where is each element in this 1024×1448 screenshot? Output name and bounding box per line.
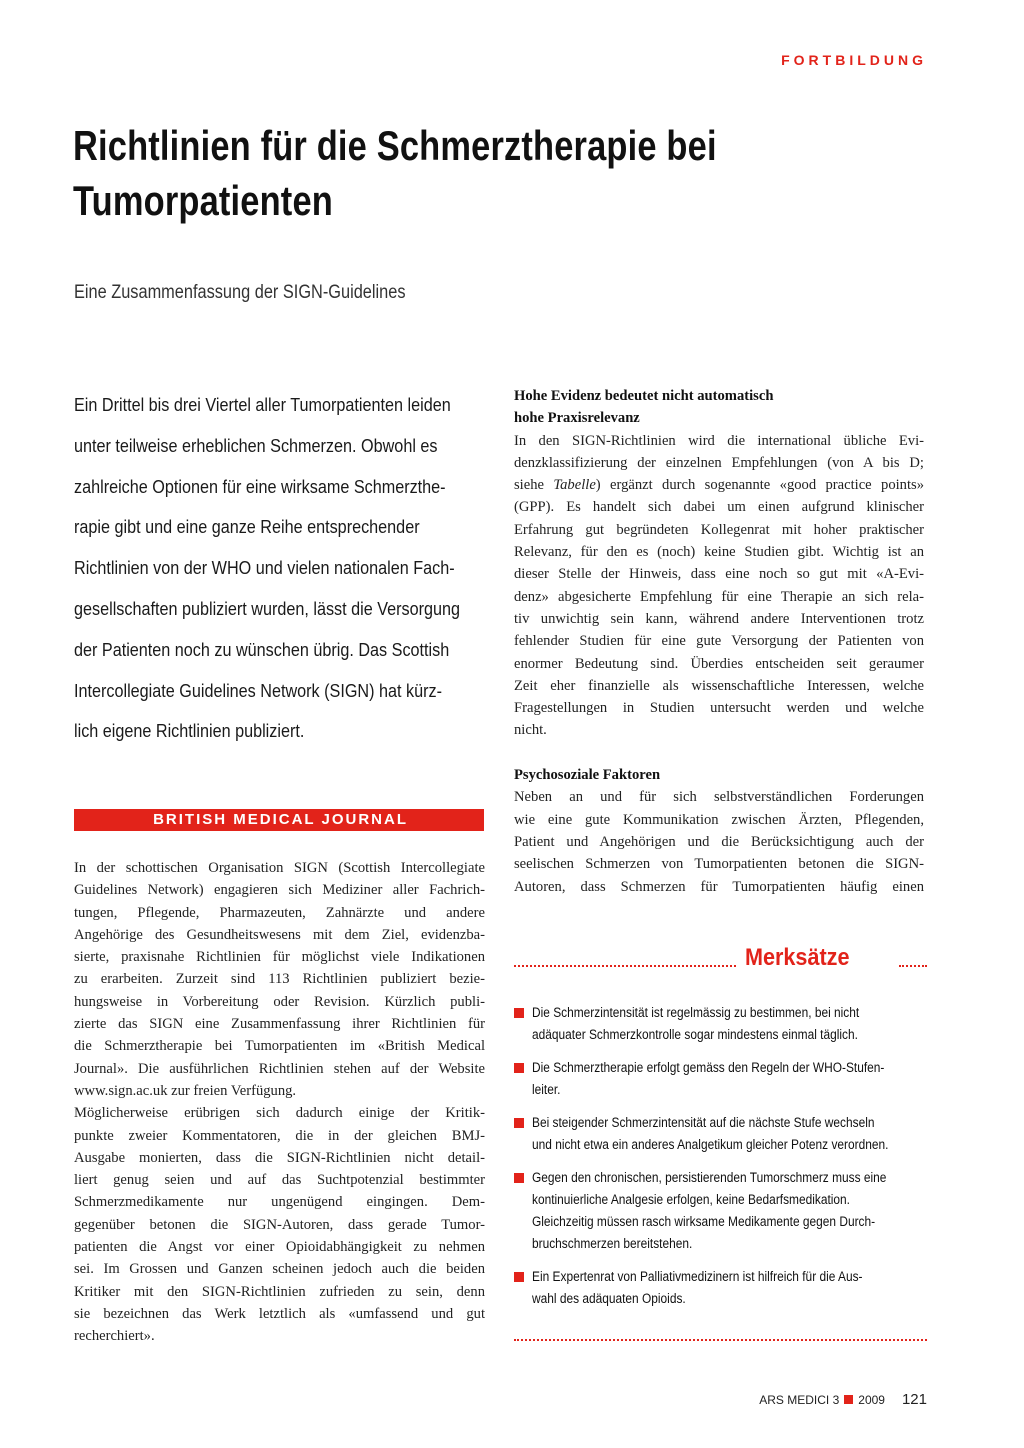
journal-name: ARS MEDICI 3 bbox=[759, 1392, 840, 1407]
lead-line: rapie gibt und eine ganze Reihe entsprechender bbox=[74, 516, 420, 538]
text-line: (GPP). Es handelt sich dabei um einen aufgrund klinischer bbox=[514, 499, 924, 516]
text-line: sie bezeichnen das Werk letztlich als «umfassend und gut bbox=[74, 1305, 485, 1322]
lead-paragraph bbox=[74, 385, 485, 752]
merksatz-line: wahl des adäquaten Opioids. bbox=[532, 1291, 686, 1307]
merksatz-line: adäquater Schmerzkontrolle sogar mindestens einmal täglich. bbox=[532, 1027, 858, 1043]
text-line: Kritiker mit den SIGN-Richtlinien zufrieden zu sein, denn bbox=[74, 1283, 485, 1300]
text-line: wie eine gute Kommunikation zwischen Ärzten, Pflegenden, bbox=[514, 811, 924, 828]
square-bullet-icon bbox=[514, 1118, 524, 1128]
lead-line: der Patienten noch zu wünschen übrig. Das Scottish bbox=[74, 638, 450, 660]
merksatz-line: und nicht etwa ein anderes Analgetikum gleicher Potenz verordnen. bbox=[532, 1137, 889, 1153]
merksatz-line: Gleichzeitig müssen rasch wirksame Medikamente gegen Durch- bbox=[532, 1214, 876, 1230]
square-bullet-icon bbox=[514, 1272, 524, 1282]
text-line: In den SIGN-Richtlinien wird die international übliche Evi- bbox=[514, 432, 924, 449]
lead-line: Richtlinien von der WHO und vielen nationalen Fach- bbox=[74, 557, 455, 579]
article-title: Richtlinien für die Schmerztherapie bei Tumorpatienten bbox=[73, 122, 717, 224]
text-line: Patient und Angehörigen und die Berücksichtigung auch der bbox=[514, 833, 924, 850]
lead-line: Intercollegiate Guidelines Network (SIGN) hat kürz- bbox=[74, 679, 442, 701]
merksatz-text bbox=[532, 1057, 918, 1101]
merksatz-item bbox=[514, 1112, 934, 1156]
page-footer bbox=[759, 1391, 927, 1408]
merksatz-item bbox=[514, 1266, 934, 1310]
merksaetze-list bbox=[514, 1002, 934, 1321]
merksatz-line: Bei steigender Schmerzintensität auf die nächste Stufe wechseln bbox=[532, 1115, 875, 1131]
merksatz-line: kontinuierliche Analgesie erfolgen, keine Bedarfsmedikation. bbox=[532, 1192, 851, 1208]
text-line: die Schmerztherapie bei Tumorpatienten im «British Medical bbox=[74, 1038, 485, 1055]
year: 2009 bbox=[858, 1392, 885, 1407]
lead-line: Ein Drittel bis drei Viertel aller Tumorpatienten leiden bbox=[74, 394, 451, 415]
text-line: zierte das SIGN eine Zusammenfassung ihrer Richtlinien für bbox=[74, 1016, 485, 1033]
merksaetze-title: Merksätze bbox=[745, 944, 850, 971]
text-line: denz» abgesicherte Empfehlung für eine Therapie an sich rela- bbox=[514, 588, 924, 605]
text-line: In der schottischen Organisation SIGN (Scottish Intercollegiate bbox=[74, 860, 485, 876]
merksatz-text bbox=[532, 1167, 918, 1255]
text-line: patienten die Angst vor einer Opioidabhängigkeit zu nehmen bbox=[74, 1239, 485, 1256]
square-bullet-icon bbox=[844, 1395, 853, 1404]
lead-line: lich eigene Richtlinien publiziert. bbox=[74, 720, 305, 742]
left-body-text bbox=[74, 857, 485, 1348]
text-line: dieser Stelle der Hinweis, dass eine noch so gut mit «A-Evi- bbox=[514, 566, 924, 583]
section-body bbox=[514, 786, 924, 897]
merksatz-line: Ein Expertenrat von Palliativmedizinern ist hilfreich für die Aus- bbox=[532, 1269, 863, 1285]
page-number: 121 bbox=[901, 1391, 927, 1408]
merksatz-line: Die Schmerztherapie erfolgt gemäss den Regeln der WHO-Stufen- bbox=[532, 1060, 885, 1076]
article-subtitle: Eine Zusammenfassung der SIGN-Guidelines bbox=[74, 282, 406, 303]
text-line: zu erarbeiten. Zurzeit sind 113 Richtlinien publiziert bezie- bbox=[74, 971, 485, 988]
text-line: Schmerzmedikamente nur ungenügend eingingen. Dem- bbox=[74, 1194, 485, 1211]
section-body bbox=[514, 430, 924, 742]
merksatz-line: Die Schmerzintensität ist regelmässig zu bestimmen, bei nicht bbox=[532, 1005, 860, 1021]
text-line: liert genug seien und auf das Suchtpotenzial bestimmter bbox=[74, 1172, 485, 1189]
merksatz-item bbox=[514, 1002, 934, 1046]
source-band bbox=[74, 809, 484, 830]
merksatz-text bbox=[532, 1266, 918, 1310]
lead-line: gesellschaften publiziert wurden, lässt die Versorgung bbox=[74, 597, 461, 619]
text-line: sierte, praxisnahe Richtlinien für möglichst viele Indikationen bbox=[74, 949, 485, 966]
section-label: FORTBILDUNG bbox=[781, 52, 927, 68]
text-line: punkte zweier Kommentatoren, die in der gleichen BMJ- bbox=[74, 1127, 485, 1144]
merksatz-line: leiter. bbox=[532, 1082, 561, 1098]
merksatz-line: Gegen den chronischen, persistierenden Tumorschmerz muss eine bbox=[532, 1170, 887, 1186]
lead-line: zahlreiche Optionen für eine wirksame Schmerzthe- bbox=[74, 475, 446, 497]
text-line: nicht. bbox=[514, 722, 547, 739]
square-bullet-icon bbox=[514, 1008, 524, 1018]
text-line: Erfahrung gut begründeten Kollegenrat mit hoher praktischer bbox=[514, 521, 924, 538]
text-line: Neben an und für sich selbstverständlichen Forderungen bbox=[514, 789, 924, 806]
text-line: Autoren, dass Schmerzen für Tumorpatienten häufig einen bbox=[514, 878, 924, 895]
text-line: hungsweise in Vorbereitung oder Revision. Kürzlich publi- bbox=[74, 993, 485, 1010]
section-heading: hohe Praxisrelevanz bbox=[514, 410, 640, 427]
text-line: Möglicherweise erübrigen sich dadurch einige der Kritik- bbox=[74, 1105, 485, 1122]
merksatz-text bbox=[532, 1002, 918, 1046]
text-line: Zeit eher finanzielle als wissenschaftliche Interessen, welche bbox=[514, 677, 924, 694]
text-line: Journal». Die ausführlichen Richtlinien stehen auf der Website bbox=[74, 1060, 485, 1077]
section-heading: Hohe Evidenz bedeutet nicht automatisch bbox=[514, 388, 774, 404]
lead-line: unter teilweise erheblichen Schmerzen. Obwohl es bbox=[74, 434, 438, 456]
source-label: BRITISH MEDICAL JOURNAL bbox=[153, 811, 408, 828]
square-bullet-icon bbox=[514, 1063, 524, 1073]
text-line: siehe Tabelle) ergänzt durch sogenannte «good practice points» bbox=[514, 477, 924, 494]
text-line: enormer Bedeutung sind. Überdies entscheiden seit geraumer bbox=[514, 655, 924, 672]
text-line: Relevanz, für den es (noch) keine Studien gibt. Wichtig ist an bbox=[514, 544, 924, 561]
text-line: denzklassifizierung der einzelnen Empfehlungen (von A bis D; bbox=[514, 454, 924, 471]
table-reference: Tabelle bbox=[553, 477, 596, 494]
text-fragment: ) ergänzt durch sogenannte «good practice points» bbox=[595, 477, 924, 494]
merksatz-item bbox=[514, 1057, 934, 1101]
dotted-rule bbox=[514, 965, 736, 967]
dotted-rule bbox=[899, 965, 927, 967]
merksatz-line: bruchschmerzen bereitstehen. bbox=[532, 1236, 693, 1252]
text-line: Angehörige des Gesundheitswesens mit dem Ziel, evidenzba- bbox=[74, 926, 485, 943]
text-line: Ausgabe monierten, dass die SIGN-Richtlinien nicht detail- bbox=[74, 1149, 485, 1166]
dotted-rule bbox=[514, 1339, 927, 1341]
text-line: sei. Im Grossen und Ganzen scheinen jedoch auch die beiden bbox=[74, 1261, 485, 1278]
merksatz-item bbox=[514, 1167, 934, 1255]
right-body-text bbox=[514, 385, 924, 898]
text-line: Guidelines Network) engagieren sich Mediziner aller Fachrich- bbox=[74, 882, 485, 899]
text-line: tungen, Pflegende, Pharmazeuten, Zahnärzte und andere bbox=[74, 904, 485, 921]
text-line: gegenüber betonen die SIGN-Autoren, dass gerade Tumor- bbox=[74, 1216, 485, 1233]
merksatz-text bbox=[532, 1112, 918, 1156]
divider bbox=[74, 830, 484, 831]
text-line: tiv unwichtig sein kann, während andere Interventionen trotz bbox=[514, 610, 924, 627]
text-line: seelischen Schmerzen von Tumorpatienten betonen die SIGN- bbox=[514, 856, 924, 873]
section-heading: Psychosoziale Faktoren bbox=[514, 767, 661, 784]
text-line: recherchiert». bbox=[74, 1328, 155, 1345]
square-bullet-icon bbox=[514, 1173, 524, 1183]
text-line: Fragestellungen in Studien untersucht werden und welche bbox=[514, 700, 924, 717]
text-line: www.sign.ac.uk zur freien Verfügung. bbox=[74, 1082, 297, 1099]
text-line: fehlender Studien für eine gute Versorgung der Patienten von bbox=[514, 633, 924, 650]
